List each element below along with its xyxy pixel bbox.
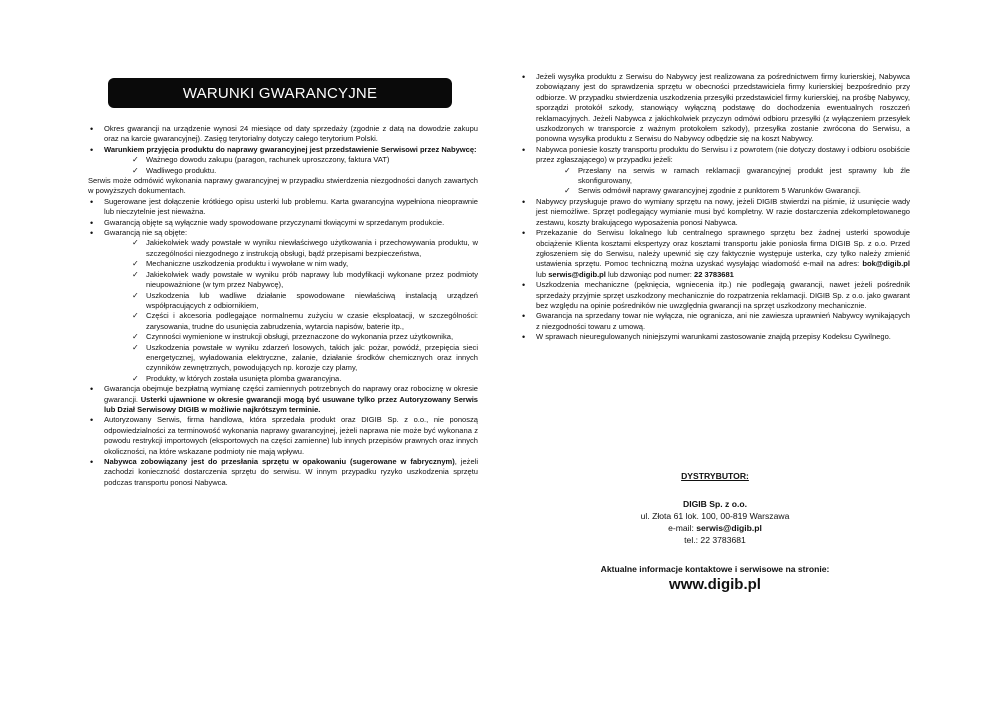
list-item: • Okres gwarancji na urządzenie wynosi 24 miesiące od daty sprzedaży (zgodnie z datą na dowodzie zakupu oraz na karcie gwarancyjnej). Zasięg terytorialny dotyczy całego terytorium Polski.: [88, 124, 478, 145]
distributor-title: DYSTRYBUTOR:: [681, 471, 749, 481]
street-address: ul. Złota 61 lok. 100, 00-819 Warszawa: [640, 511, 790, 521]
check-item: ✓ Przesłany na serwis w ramach reklamacji gwarancyjnej produkt jest sprawny lub źle skonfigurowany,: [564, 166, 910, 187]
check-item: ✓ Mechaniczne uszkodzenia produktu i wywołane w nim wady,: [132, 259, 478, 269]
list-item: • Jeżeli wysyłka produktu z Serwisu do Nabywcy jest realizowana za pośrednictwem firmy kurierskiej, Nabywca zobowiązany jest do sprawdzenia sprzętu w obecności przedstawiciela firmy kurierskiej bezpośrednio przy odbiorze. W przypadku stwierdzenia uszkodzenia przesyłki przedstawiciel firmy kurierskiej, na prośbę Nabywcy, sporządzi protokół szkody, stanowiący wyłączną podstawę do dochodzenia ewentualnych roszczeń reklamacyjnych. Jeżeli Nabywca z jakichkolwiek przyczyn odmówi odbioru przesyłki (z wyłączeniem przesyłek uszkodzonych w transporcie z ważnym protokołem szkody), przesyłka zostanie zwrócona do Serwisu, a ponowna wysyłka produktu z Serwisu do Nabywcy odbędzie się na koszt Nabywcy.: [520, 72, 910, 145]
info-line: Aktualne informacje kontaktowe i serwisowe na stronie:: [600, 564, 830, 574]
email-link[interactable]: serwis@digib.pl: [548, 269, 606, 279]
check-item: ✓ Ważnego dowodu zakupu (paragon, rachunek uproszczony, faktura VAT): [132, 155, 478, 165]
list-item: • Uszkodzenia mechaniczne (pęknięcia, wgniecenia itp.) nie podlegają gwarancji, nawet jeżeli pośrednik sprzedaży przyjmie sprzęt uszkodzony mechanicznie do rozpatrzenia reklamacji. DIGIB Sp. z o.o. jako gwarant bez względu na opinie pośredników nie uwzględnia gwarancji na sprzęt uszkodzony mechanicznie.: [520, 280, 910, 311]
check-item: ✓ Uszkodzenia lub wadliwe działanie spowodowane niewłaściwą instalacją urządzeń współpracujących z odbiornikiem,: [132, 291, 478, 312]
list-item: • Gwarancja obejmuje bezpłatną wymianę części zamiennych potrzebnych do naprawy oraz robociznę w okresie gwarancji. Usterki ujawnione w okresie gwarancji mogą być usuwane tylko przez Autoryzowany Serwis lub Dział Serwisowy DIGIB w możliwie najkrótszym terminie.: [88, 384, 478, 415]
list-item: • Nabywca zobowiązany jest do przesłania sprzętu w opakowaniu (sugerowane w fabrycznym), jeżeli zachodzi konieczność dostarczenia sprzętu do serwisu. W innym przypadku ryzyko uszkodzenia sprzętu podczas transportu ponosi Nabywca.: [88, 457, 478, 488]
list-item: • Gwarancja na sprzedany towar nie wyłącza, nie ogranicza, ani nie zawiesza uprawnień Nabywcy wynikających z niezgodności towaru z umową.: [520, 311, 910, 332]
phone-number: 22 3783681: [694, 269, 734, 279]
check-item: ✓ Wadliwego produktu.: [132, 166, 478, 176]
check-item: ✓ Produkty, w których została usunięta plomba gwarancyjna.: [132, 374, 478, 384]
list-item: • Warunkiem przyjęcia produktu do naprawy gwarancyjnej jest przedstawienie Serwisowi przez Nabywcę: ✓ Ważnego dowodu zakupu (paragon, rachunek uproszczony, faktura VAT) ✓ Wadliwego produktu. Serwis może odmówić wykonania naprawy gwarancyjnej w przypadku stwierdzenia niezgodności danych zawartych w powyższych dokumentach.: [88, 145, 478, 197]
list-item: • Sugerowane jest dołączenie krótkiego opisu usterki lub problemu. Karta gwarancyjna wypełniona nieoprawnie lub nieczytelnie jest nieważna.: [88, 197, 478, 218]
phone-line: tel.: 22 3783681: [684, 535, 746, 545]
list-item: • Nabywca poniesie koszty transportu produktu do Serwisu i z powrotem (nie dotyczy dostawy i odbioru osobiście przez zgłaszającego) w przypadku jeżeli: ✓ Przesłany na serwis w ramach reklamacji gwarancyjnej produkt jest sprawny lub źle skonfigurowany, ✓ Serwis odmówił naprawy gwarancyjnej zgodnie z punktorem 5 Warunków Gwarancji.: [520, 145, 910, 197]
page-title: WARUNKI GWARANCYJNE: [182, 84, 378, 102]
check-item: ✓ Części i akcesoria podlegające normalnemu zużyciu w czasie eksploatacji, w szczególności: zarysowania, trudne do usunięcia zabrudzenia, wytarcia napisów, baterie itp.,: [132, 311, 478, 332]
list-item: • W sprawach nieuregulowanych niniejszymi warunkami zastosowanie znajdą przepisy Kodeksu Cywilnego.: [520, 332, 910, 342]
company-name: DIGIB Sp. z o.o.: [683, 499, 747, 509]
website-link[interactable]: www.digib.pl: [669, 576, 761, 593]
email-line: e-mail: serwis@digib.pl: [668, 523, 762, 533]
list-item: • Nabywcy przysługuje prawo do wymiany sprzętu na nowy, jeżeli DIGIB stwierdzi na piśmie, iż usunięcie wady jest niemożliwe. Sprzęt podlegający wymianie musi być kompletny. W razie dostarczenia zdekompletowanego zestawu, koszty brakującego wyposażenia ponosi Nabywca.: [520, 197, 910, 228]
list-item: • Autoryzowany Serwis, firma handlowa, która sprzedała produkt oraz DIGIB Sp. z o.o., nie ponoszą odpowiedzialności za terminowość wykonania naprawy gwarancyjnej, jeżeli naprawa nie może być wykonana z powodu restrykcji importowych (eksportowych na części zamienne) lub innych przepisów prawnych oraz innych okoliczności, na które wskazane podmioty nie mają wpływu.: [88, 415, 478, 457]
check-item: ✓ Serwis odmówił naprawy gwarancyjnej zgodnie z punktorem 5 Warunków Gwarancji.: [564, 186, 910, 196]
title-banner: [108, 78, 452, 108]
email-link[interactable]: bok@digib.pl: [862, 259, 910, 269]
check-item: ✓ Uszkodzenia powstałe w wyniku zdarzeń losowych, takich jak: pożar, powódź, przepięcia sieci energetycznej, wyładowania elektryczne, zalanie, działanie środków chemicznych oraz innych czynników zewnętrznych, powodujących np. korozje czy plamy,: [132, 343, 478, 374]
check-item: ✓ Jakiekolwiek wady powstałe w wyniku niewłaściwego użytkowania i przechowywania produktu, w szczególności niezgodnego z instrukcją obsługi, bądź przepisami bezpieczeństwa,: [132, 238, 478, 259]
distributor-address: [520, 498, 910, 546]
check-item: ✓ Czynności wymienione w instrukcji obsługi, przeznaczone do wykonania przez użytkownika,: [132, 332, 478, 342]
left-column: [88, 124, 478, 488]
right-column: [520, 72, 910, 343]
list-item: • Gwarancją nie są objęte: ✓ Jakiekolwiek wady powstałe w wyniku niewłaściwego użytkowania i przechowywania produktu, w szczególności niezgodnego z instrukcją obsługi, bądź przepisami bezpieczeństwa, ✓ Mechaniczne uszkodzenia produktu i wywołane w nim wady, ✓ Jakiekolwiek wady powstałe w wyniku prób naprawy lub modyfikacji wykonane przez podmioty nieupoważnione (w tym przez Nabywcę), ✓ Uszkodzenia lub wadliwe działanie spowodowane niewłaściwą instalacją urządzeń współpracujących z odbiornikiem, ✓ Części i akcesoria podlegające normalnemu zużyciu w czasie eksploatacji, w szczególności: zarysowania, trudne do usunięcia zabrudzenia, wytarcia napisów, baterie itp., ✓ Czynności wymienione w instrukcji obsługi, przeznaczone do wykonania przez użytkownika, ✓ Uszkodzenia powstałe w wyniku zdarzeń losowych, takich jak: pożar, powódź, przepięcia sieci energetycznej, wyładowania elektryczne, zalanie, działanie środków chemicznych oraz innych czynników zewnętrznych, powodujących np. korozje czy plamy, ✓ Produkty, w których została usunięta plomba gwarancyjna.: [88, 228, 478, 384]
list-item: • Gwarancją objęte są wyłącznie wady spowodowane przyczynami tkwiącymi w sprzedanym produkcie.: [88, 218, 478, 228]
email-link[interactable]: serwis@digib.pl: [696, 523, 762, 533]
list-item: • Przekazanie do Serwisu lokalnego lub centralnego sprawnego sprzętu bez żadnej usterki spowoduje obciążenie Klienta kosztami ekspertyzy oraz kosztami transportu jakie poniosła firma DIGIB Sp. z o.o. Przed zgłoszeniem się do Serwisu, należy upewnić się czy faktycznie występuje usterka, czy tylko należy zmienić ustawienia sprzętu. Pomoc techniczną można uzyskać wysyłając wiadomość e-mail na adres: bok@digib.pl lub serwis@digib.pl lub dzwoniąc pod numer: 22 3783681: [520, 228, 910, 280]
check-item: ✓ Jakiekolwiek wady powstałe w wyniku prób naprawy lub modyfikacji wykonane przez podmioty nieupoważnione (w tym przez Nabywcę),: [132, 270, 478, 291]
